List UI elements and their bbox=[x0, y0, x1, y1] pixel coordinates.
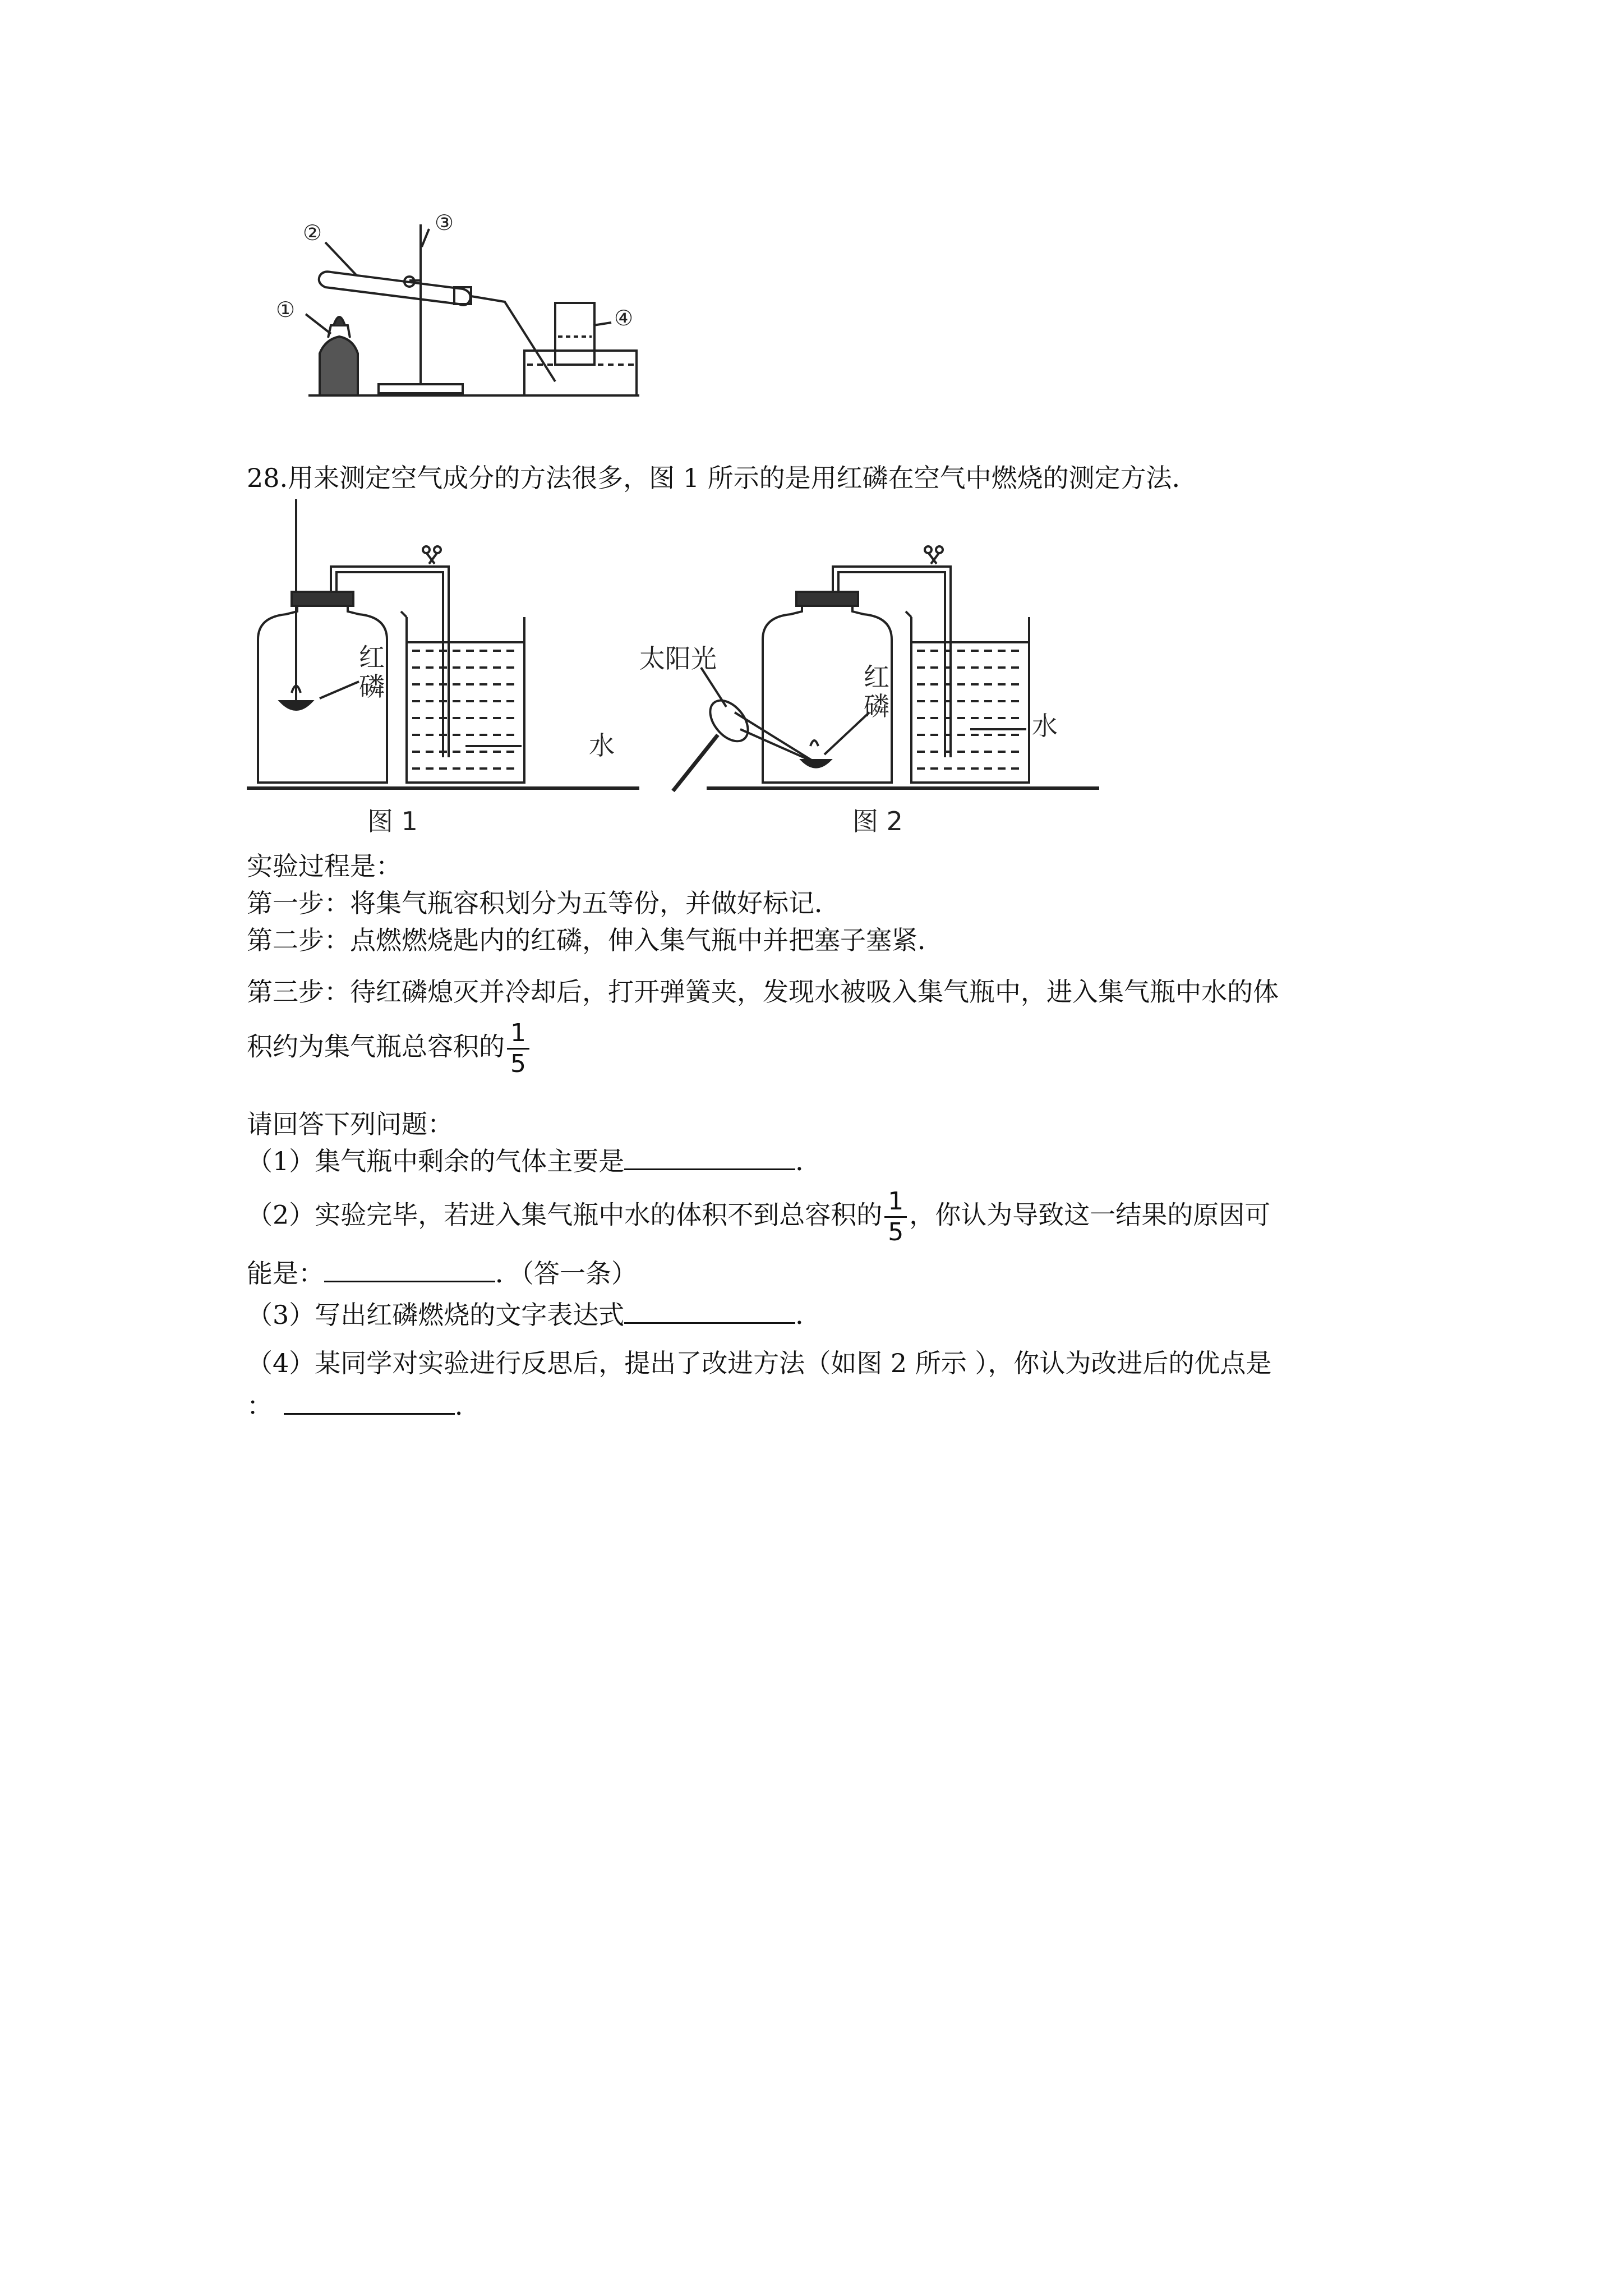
question-2-text-a: （2）实验完毕，若进入集气瓶中水的体积不到总容积的 bbox=[247, 1199, 883, 1230]
question-number: 28. bbox=[247, 463, 288, 493]
apparatus-figure-top bbox=[241, 213, 645, 404]
question-text: 用来测定空气成分的方法很多，图 1 所示的是用红磷在空气中燃烧的测定方法． bbox=[288, 463, 1198, 493]
answer-blank-4[interactable] bbox=[284, 1391, 455, 1415]
process-step-3-text: 积约为集气瓶总容积的 bbox=[247, 1031, 505, 1062]
question-1-text: （1）集气瓶中剩余的气体主要是 bbox=[247, 1146, 625, 1176]
fig2-label-sunlight: 太阳光 bbox=[639, 643, 717, 674]
fig1-caption: 图 1 bbox=[367, 806, 418, 836]
callout-label-1: ① bbox=[276, 297, 296, 322]
fig2-label-red: 红 bbox=[864, 662, 889, 692]
answer-blank-1[interactable] bbox=[624, 1146, 795, 1170]
fraction-numerator-q2: 1 bbox=[884, 1189, 907, 1218]
apparatus-drawing bbox=[241, 213, 645, 404]
question-4-line-2 bbox=[247, 1388, 481, 1424]
answer-blank-3[interactable] bbox=[624, 1300, 795, 1324]
fraction-denominator: 5 bbox=[510, 1050, 526, 1078]
fraction-one-fifth-q2 bbox=[884, 1189, 907, 1245]
fig2-label-water: 水 bbox=[1032, 711, 1058, 741]
callout-label-4: ④ bbox=[614, 306, 634, 330]
fraction-numerator: 1 bbox=[507, 1021, 529, 1050]
question-2-text-d: ．（答一条） bbox=[495, 1258, 637, 1289]
fraction-denominator-q2: 5 bbox=[888, 1218, 904, 1246]
question-3-text: （3）写出红磷燃烧的文字表达式 bbox=[247, 1300, 625, 1330]
answer-blank-2[interactable] bbox=[324, 1258, 495, 1282]
process-step-3-line-2 bbox=[247, 1021, 532, 1076]
question-4-end: ． bbox=[455, 1391, 481, 1421]
fraction-one-fifth bbox=[507, 1021, 529, 1076]
process-step-2: 第二步：点燃燃烧匙内的红磷，伸入集气瓶中并把塞子塞紧． bbox=[247, 925, 943, 955]
process-step-3-line-1: 第三步：待红磷熄灭并冷却后，打开弹簧夹，发现水被吸入集气瓶中，进入集气瓶中水的体 bbox=[247, 977, 1279, 1007]
fig1-label-red: 红 bbox=[359, 642, 385, 673]
question-4-text-a: ： bbox=[247, 1391, 273, 1421]
question-2-line-1 bbox=[247, 1189, 1270, 1245]
experiment-figures bbox=[247, 499, 1110, 847]
fig2-label-phosphorus: 磷 bbox=[864, 691, 889, 721]
question-1-end: ． bbox=[795, 1146, 822, 1176]
fig1-label-water: 水 bbox=[589, 730, 615, 761]
question-3 bbox=[247, 1297, 821, 1333]
fig2-caption: 图 2 bbox=[852, 806, 903, 836]
question-stem bbox=[247, 460, 1198, 496]
process-step-1: 第一步：将集气瓶容积划分为五等份，并做好标记． bbox=[247, 888, 840, 918]
process-title: 实验过程是： bbox=[247, 851, 402, 881]
questions-intro: 请回答下列问题： bbox=[247, 1109, 453, 1139]
callout-label-3: ③ bbox=[435, 213, 454, 235]
question-4-line-1: （4）某同学对实验进行反思后，提出了改进方法（如图 2 所示 ），你认为改进后的优点是 bbox=[247, 1348, 1272, 1378]
question-2-text-b: ，你认为导致这一结果的原因可 bbox=[909, 1199, 1271, 1230]
callout-label-2: ② bbox=[303, 220, 322, 245]
question-1 bbox=[247, 1143, 821, 1179]
question-3-end: ． bbox=[795, 1300, 822, 1330]
fig1-label-phosphorus: 磷 bbox=[359, 671, 385, 702]
question-2-text-c: 能是： bbox=[247, 1258, 324, 1289]
experiment-drawing bbox=[247, 499, 1110, 847]
question-2-line-2 bbox=[247, 1255, 637, 1291]
